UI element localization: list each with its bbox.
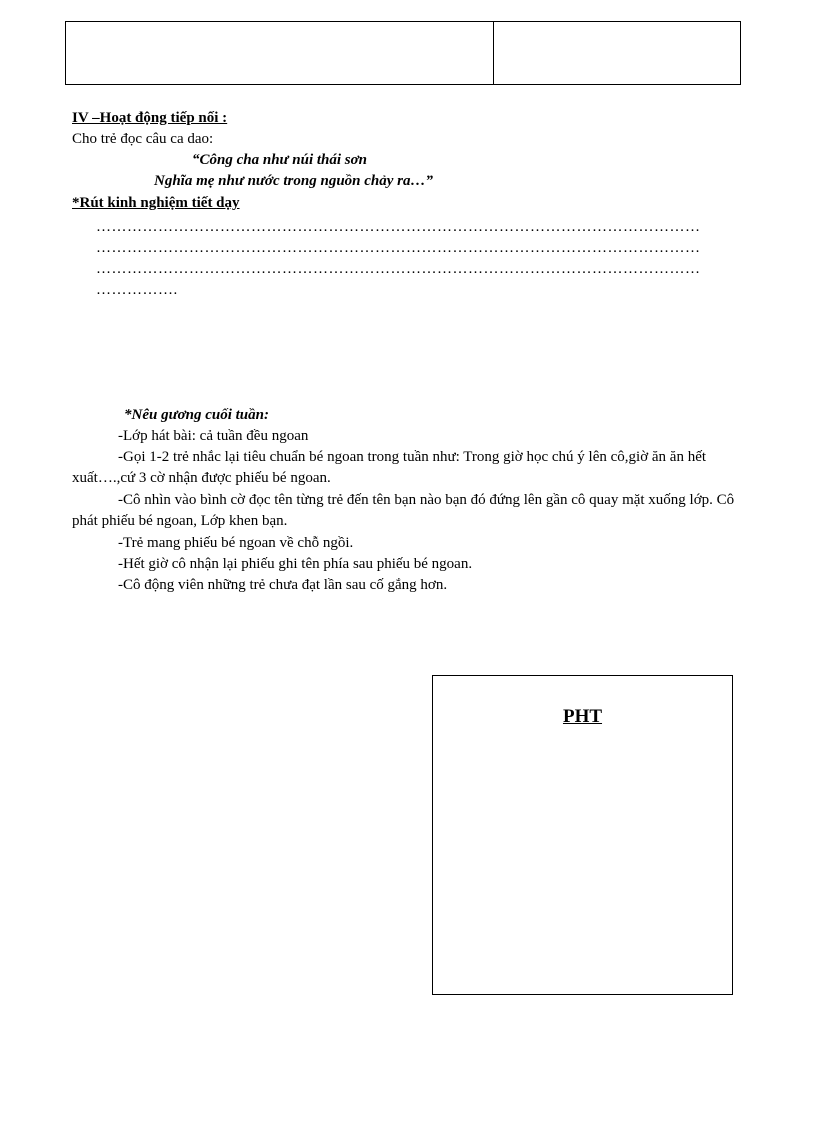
header-table-cell-right [494, 22, 741, 85]
reflection-heading: *Rút kinh nghiệm tiết dạy [72, 195, 240, 211]
praise-item: -Trẻ mang phiếu bé ngoan về chỗ ngồi. [118, 535, 354, 551]
poem-line-2: Nghĩa mẹ như nước trong nguồn chảy ra…” [154, 173, 433, 189]
praise-item: -Lớp hát bài: cả tuần đều ngoan [118, 428, 309, 444]
section-iv-heading: IV –Hoạt động tiếp nối : [72, 110, 228, 126]
header-table-cell-left [66, 22, 494, 85]
reflection-dots-line: ……………………………………………………………………………………………………… [96, 261, 701, 277]
praise-item: -Cô động viên những trẻ chưa đạt lần sau cố gắng hơn. [118, 577, 448, 593]
pht-box [432, 675, 733, 995]
reflection-dots-line: ……………………………………………………………………………………………………… [96, 240, 701, 256]
reflection-dots-line: ……………. [96, 282, 178, 298]
reflection-dots-line: ……………………………………………………………………………………………………… [96, 219, 701, 235]
poem-line-1: “Công cha như núi thái sơn [192, 152, 368, 168]
header-table [65, 21, 741, 85]
section-iv-intro: Cho trẻ đọc câu ca dao: [72, 131, 214, 147]
praise-item: -Cô nhìn vào bình cờ đọc tên từng trẻ đến tên bạn nào bạn đó đứng lên gần cô quay mặt xuống lớp. Cô phát phiếu bé ngoan, Lớp khen bạn. [72, 492, 735, 529]
praise-item: -Gọi 1-2 trẻ nhắc lại tiêu chuẩn bé ngoan trong tuần như: Trong giờ học chú ý lên cô,giờ ăn ăn hết xuất….,cứ 3 cờ nhận được phiếu bé ngoan. [72, 449, 707, 486]
pht-title: PHT [562, 706, 603, 727]
praise-heading: *Nêu gương cuối tuần: [124, 407, 269, 423]
praise-item: -Hết giờ cô nhận lại phiếu ghi tên phía sau phiếu bé ngoan. [118, 556, 473, 572]
